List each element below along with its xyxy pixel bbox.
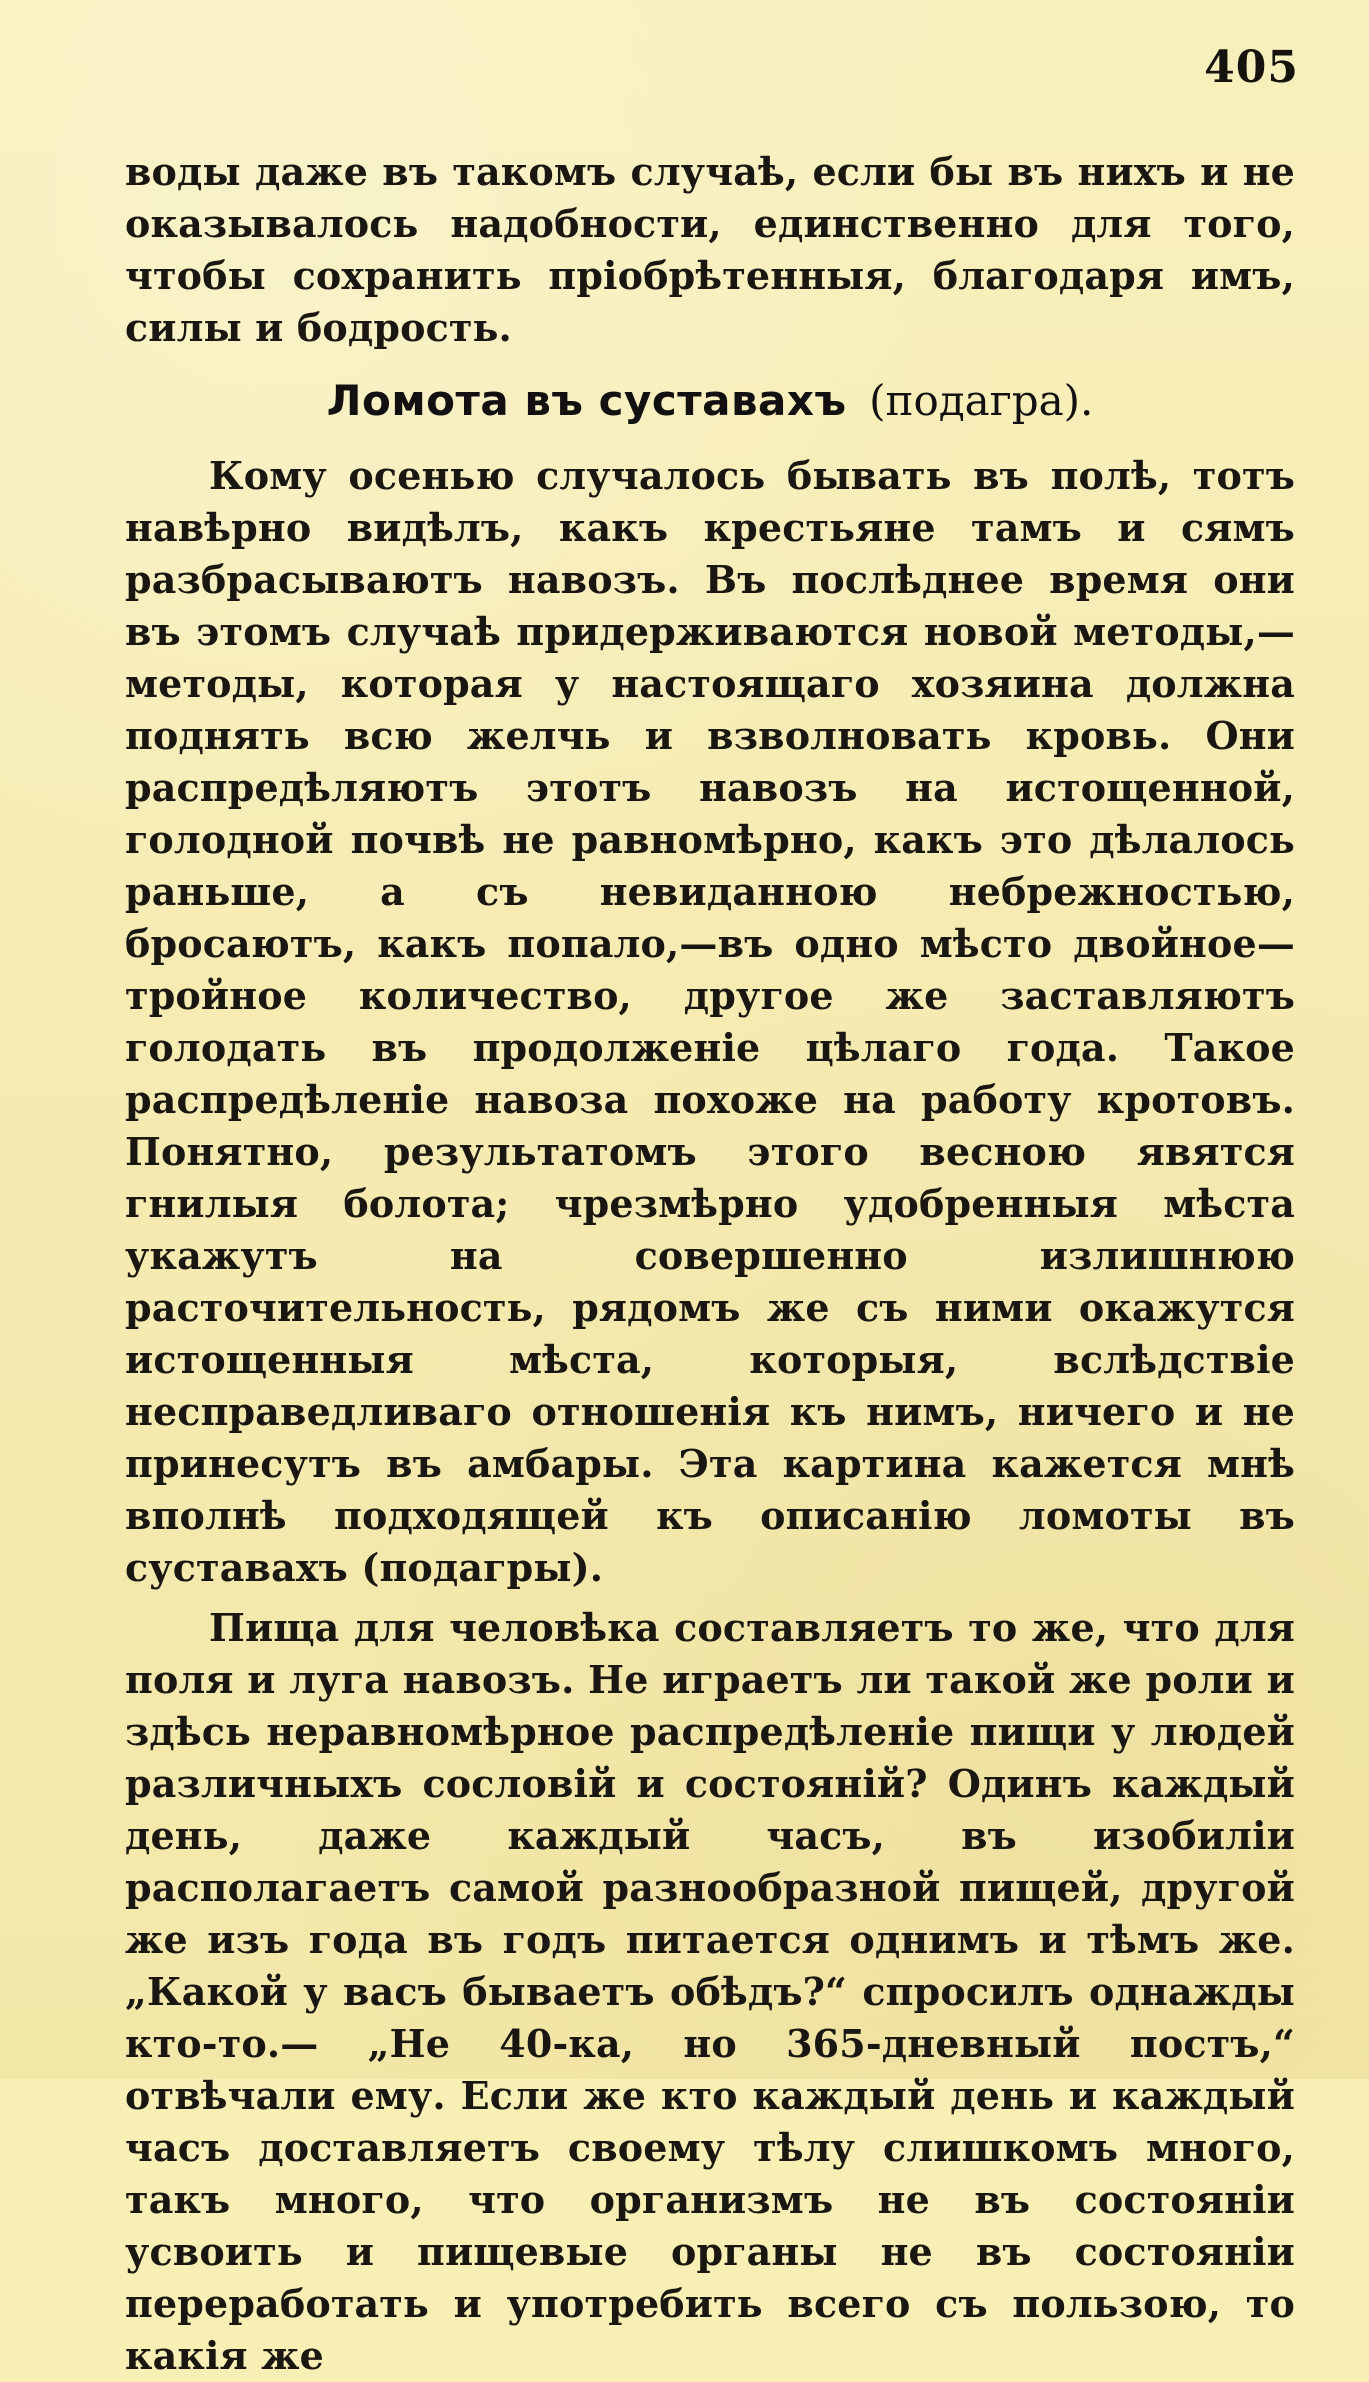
intro-paragraph: воды даже въ такомъ случаѣ, если бы въ нихъ и не оказывалось надобности, единственно для того, чтобы сохранить пріобрѣтенныя, благодаря имъ, силы и бодрость. [125, 149, 1295, 350]
section-heading-main: Ломота въ суставахъ [326, 376, 847, 425]
paragraph-2: Пища для человѣка составляетъ то же, что для поля и луга навозъ. Не играетъ ли такой же роли и здѣсь неравномѣрное распредѣленіе пищи у людей различныхъ сословій и состояній? Одинъ каждый день, даже каждый часъ, въ изобиліи располагаетъ самой разнообразной пищей, другой же изъ года въ годъ питается однимъ и тѣмъ же. „Какой у васъ бываетъ обѣдъ?“ спросилъ однажды кто-то.— „Не 40-ка, но 365-дневный постъ,“ отвѣчали ему. Если же кто каждый день и каждый часъ доставляетъ своему тѣлу слишкомъ много, такъ много, что организмъ не въ состояніи усвоить и пищевые органы не въ состояніи переработать и употребить всего съ пользою, то какія же [125, 1605, 1295, 2378]
section-heading-sub: (подагра). [869, 376, 1094, 425]
page-number: 405 [1204, 42, 1299, 93]
paragraph-1: Кому осенью случалось бывать въ полѣ, тотъ навѣрно видѣлъ, какъ крестьяне тамъ и сямъ разбрасываютъ навозъ. Въ послѣднее время они въ этомъ случаѣ придерживаются новой методы,—методы, которая у настоящаго хозяина должна поднять всю желчь и взволновать кровь. Они распредѣляютъ этотъ навозъ на истощенной, голодной почвѣ не равномѣрно, какъ это дѣлалось раньше, а съ невиданною небрежностью, бросаютъ, какъ попало,—въ одно мѣсто двойное—тройное количество, другое же заставляютъ голодать въ продолженіе цѣлаго года. Такое распредѣленіе навоза похоже на работу кротовъ. Понятно, результатомъ этого весною явятся гнилыя болота; чрезмѣрно удобренныя мѣста укажутъ на совершенно излишнюю расточительность, рядомъ же съ ними окажутся истощенныя мѣста, которыя, вслѣдствіе несправедливаго отношенія къ нимъ, ничего и не принесутъ въ амбары. Эта картина кажется мнѣ вполнѣ подходящей къ описанію ломоты въ суставахъ (подагры). [125, 453, 1295, 1590]
page-content [125, 146, 1295, 2382]
paragraph-spacer [125, 1594, 1295, 1602]
section-heading [125, 372, 1295, 430]
